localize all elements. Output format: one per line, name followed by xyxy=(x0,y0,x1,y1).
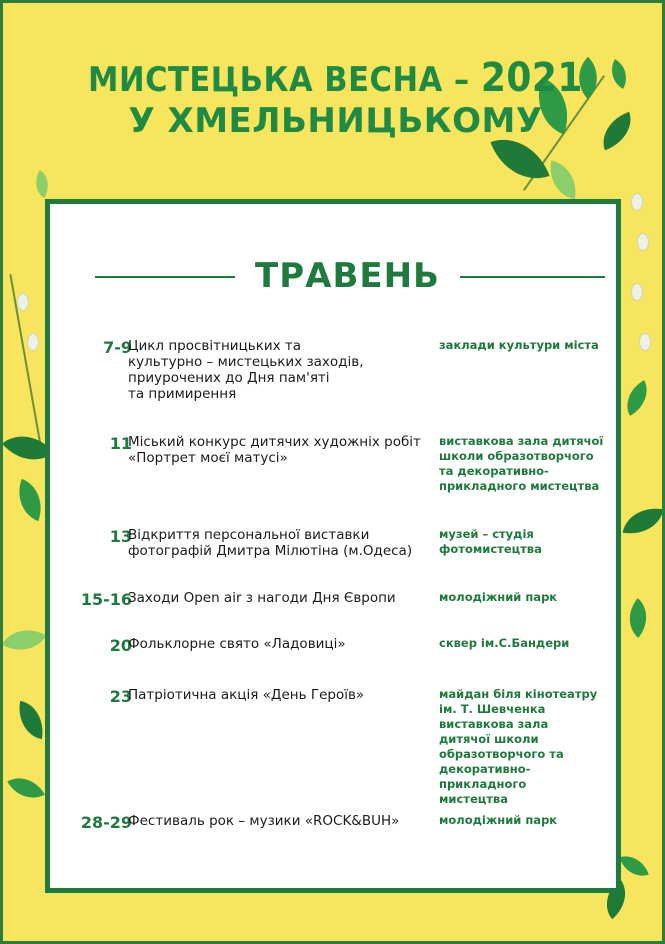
willow-bud-decoration xyxy=(639,333,651,351)
event-date: 28-29 xyxy=(80,813,132,832)
event-place: сквер ім.С.Бандери xyxy=(439,636,570,650)
event-place: заклади культури міста xyxy=(439,338,599,352)
event-place: музей – студія фотомистецтва xyxy=(439,527,542,556)
event-title: Фольклорне свято «Ладовиці» xyxy=(128,636,346,652)
leaf-decoration xyxy=(619,850,649,882)
event-place: виставкова зала дитячої школи образотворчого та декоративно- прикладного мистецтва xyxy=(439,434,604,493)
event-place: молодіжний парк xyxy=(439,590,558,604)
schedule-card xyxy=(45,199,621,893)
event-date: 15-16 xyxy=(80,590,132,609)
divider-line xyxy=(95,276,235,278)
leaf-decoration xyxy=(29,170,56,198)
willow-bud-decoration xyxy=(637,233,649,251)
leaf-decoration xyxy=(10,479,50,521)
willow-bud-decoration xyxy=(27,333,39,351)
month-header xyxy=(50,256,616,296)
leaf-decoration xyxy=(2,619,46,662)
poster-title xyxy=(3,55,665,101)
leaf-decoration xyxy=(618,380,656,416)
event-title: Міський конкурс дитячих художніх робіт «Портрет моєї матусі» xyxy=(128,434,421,466)
leaf-decoration xyxy=(7,769,45,808)
event-place: молодіжний парк xyxy=(439,813,558,827)
poster-subtitle: У ХМЕЛЬНИЦЬКОМУ xyxy=(128,101,543,141)
leaf-decoration xyxy=(618,598,657,638)
willow-bud-decoration xyxy=(17,293,29,311)
willow-bud-decoration xyxy=(631,193,643,211)
event-title: Заходи Open air з нагоди Дня Європи xyxy=(128,590,396,606)
event-title: Патріотична акція «День Героїв» xyxy=(128,687,365,703)
event-date: 11 xyxy=(109,434,132,453)
leaf-decoration xyxy=(14,701,47,739)
event-title: Цикл просвітницьких та культурно – мистецьких заходів, приурочених до Дня пам'яті та примирення xyxy=(128,338,364,402)
event-date: 13 xyxy=(109,527,132,546)
event-place: майдан біля кінотеатру ім. Т. Шевченка виставкова зала дитячої школи образотворчого та декоративно-прикладного мистецтва xyxy=(439,687,598,806)
leaf-decoration xyxy=(545,161,580,200)
event-title: Відкриття персональної виставки фотографій Дмитра Мілютіна (м.Одеса) xyxy=(128,527,413,559)
leaf-decoration xyxy=(623,503,664,539)
month-title: ТРАВЕНЬ xyxy=(255,256,440,296)
event-date: 7-9 xyxy=(103,338,132,357)
event-title: Фестиваль рок – музики «ROCK&BUH» xyxy=(128,813,400,829)
title-year: 2021 xyxy=(480,55,583,101)
divider-line xyxy=(460,276,605,278)
willow-bud-decoration xyxy=(631,283,643,301)
event-date: 23 xyxy=(109,687,132,706)
title-main-text: МИСТЕЦЬКА ВЕСНА – xyxy=(88,60,481,100)
event-date: 20 xyxy=(109,636,132,655)
